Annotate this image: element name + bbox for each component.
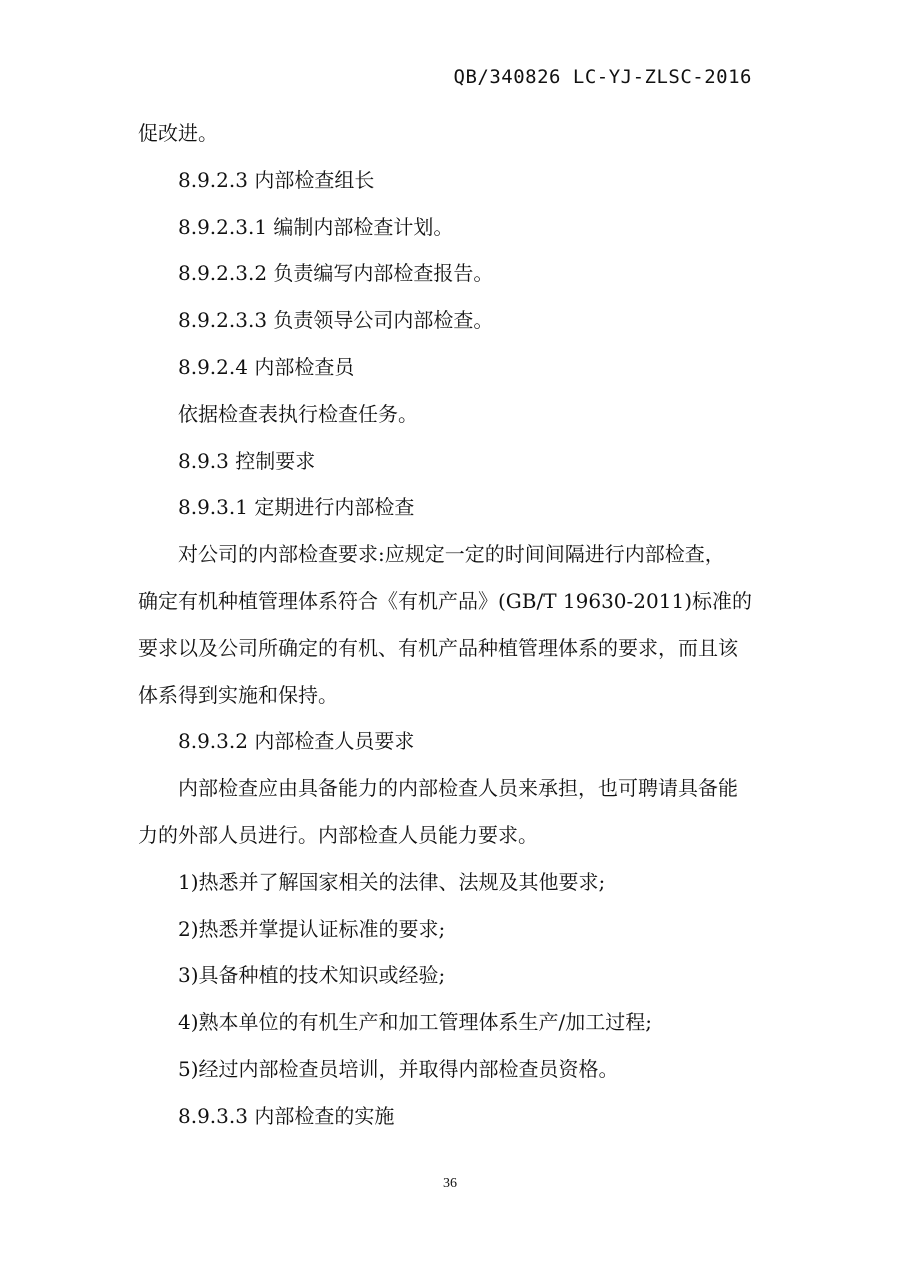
section-heading: 8.9.3 控制要求 [178, 448, 316, 473]
paragraph-line: 对公司的内部检查要求:应规定一定的时间间隔进行内部检查， [178, 542, 725, 567]
list-item: 4)熟本单位的有机生产和加工管理体系生产/加工过程; [178, 1010, 653, 1035]
paragraph-line: 确定有机种植管理体系符合《有机产品》(GB/T 19630-2011)标准的 [138, 588, 752, 613]
section-heading: 8.9.3.2 内部检查人员要求 [178, 729, 415, 754]
document-body [138, 110, 778, 1140]
section-item: 8.9.2.3.1 编制内部检查计划。 [178, 214, 454, 239]
section-heading: 8.9.2.4 内部检查员 [178, 354, 355, 379]
list-item: 3)具备种植的技术知识或经验; [178, 963, 446, 988]
section-heading: 8.9.2.3 内部检查组长 [178, 167, 375, 192]
list-item: 2)热悉并掌提认证标准的要求; [178, 916, 446, 941]
page-number: 36 [443, 1176, 457, 1191]
paragraph-line: 促改进。 [138, 121, 218, 145]
section-item: 8.9.2.3.3 负责领导公司内部检查。 [178, 308, 494, 333]
list-item: 1)热悉并了解国家相关的法律、法规及其他要求; [178, 869, 606, 894]
paragraph-line: 力的外部人员进行。内部检查人员能力要求。 [138, 822, 538, 847]
paragraph-line: 要求以及公司所确定的有机、有机产品种植管理体系的要求，而且该 [138, 635, 738, 660]
paragraph-line: 依据检查表执行检查任务。 [178, 401, 418, 426]
list-item: 5)经过内部检查员培训，并取得内部检查员资格。 [178, 1056, 619, 1081]
document-code-header: QB/340826 LC-YJ-ZLSC-2016 [453, 66, 752, 88]
section-item: 8.9.2.3.2 负责编写内部检查报告。 [178, 261, 494, 286]
paragraph-line: 体系得到实施和保持。 [138, 682, 338, 707]
section-heading: 8.9.3.3 内部检查的实施 [178, 1103, 395, 1128]
paragraph-line: 内部检查应由具备能力的内部检查人员来承担，也可聘请具备能 [178, 776, 738, 801]
section-heading: 8.9.3.1 定期进行内部检查 [178, 495, 415, 520]
